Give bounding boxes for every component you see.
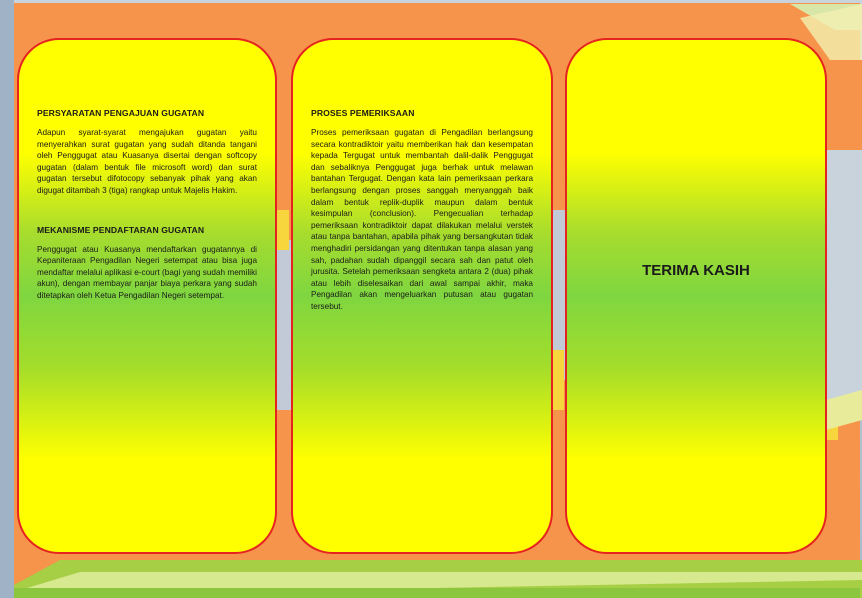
body-persyaratan: Adapun syarat-syarat mengajukan gugatan yaitu menyerahkan surat gugatan yang sudah ditanda tangani oleh Penggugat atau Kuasanya disertai dengan softcopy gugatan (dalam bentuk file microsoft word) dan surat gugatan tersebut difotocopy sebanyak pihak yang akan digugat ditambah 3 (tiga) rangkap untuk Majelis Hakim.: [37, 128, 257, 195]
heading-mekanisme: MEKANISME PENDAFTARAN GUGATAN: [37, 224, 205, 235]
panel-examination: [291, 38, 553, 554]
body-proses: Proses pemeriksaan gugatan di Pengadilan berlangsung secara kontradiktoir yaitu memberikan hak dan kesempatan kepada Tergugat untuk membantah dalil-dalik Penggugat dan sebaliknya Penggugat juga berhak untuk melawan bantahan Tergugat. Dengan kata lain pemeriksaan perkara berlangsung dengan proses sanggah menyanggah baik dalam bentuk replik-duplik maupun dalam bentuk kesimpulan (conclusion). Pengecualian terhadap pemeriksaan kontradiktoir dapat dilakukan melalui verstek atau tanpa bantahan, apabila pihak yang bersangkutan tidak menghadiri persidangan yang ditentukan tanpa alasan yang sah, padahan sudah dipanggil secara sah dan patut oleh jurusita. Setelah pemeriksaan sengketa antara 2 (dua) pihak atau lebih diselesaikan dari awal sampai akhir, maka Pengadilan akan mengeluarkan putusan atau gugatan tersebut.: [311, 128, 533, 311]
panel-requirements: [17, 38, 277, 554]
body-mekanisme: Penggugat atau Kuasanya mendaftarkan gugatannya di Kepaniteraan Pengadilan Negeri setempat atau bisa juga mendaftar melalui aplikasi e-court (bagi yang sudah memiliki akun), dengan membayar panjar biaya perkara yang sudah ditetapkan oleh Ketua Pengadilan Negeri setempat.: [37, 244, 257, 300]
heading-proses: PROSES PEMERIKSAAN: [311, 108, 415, 118]
thanks-title: TERIMA KASIH: [642, 262, 750, 279]
heading-persyaratan: PERSYARATAN PENGAJUAN GUGATAN: [37, 108, 205, 118]
panel-thanks: [565, 38, 827, 554]
